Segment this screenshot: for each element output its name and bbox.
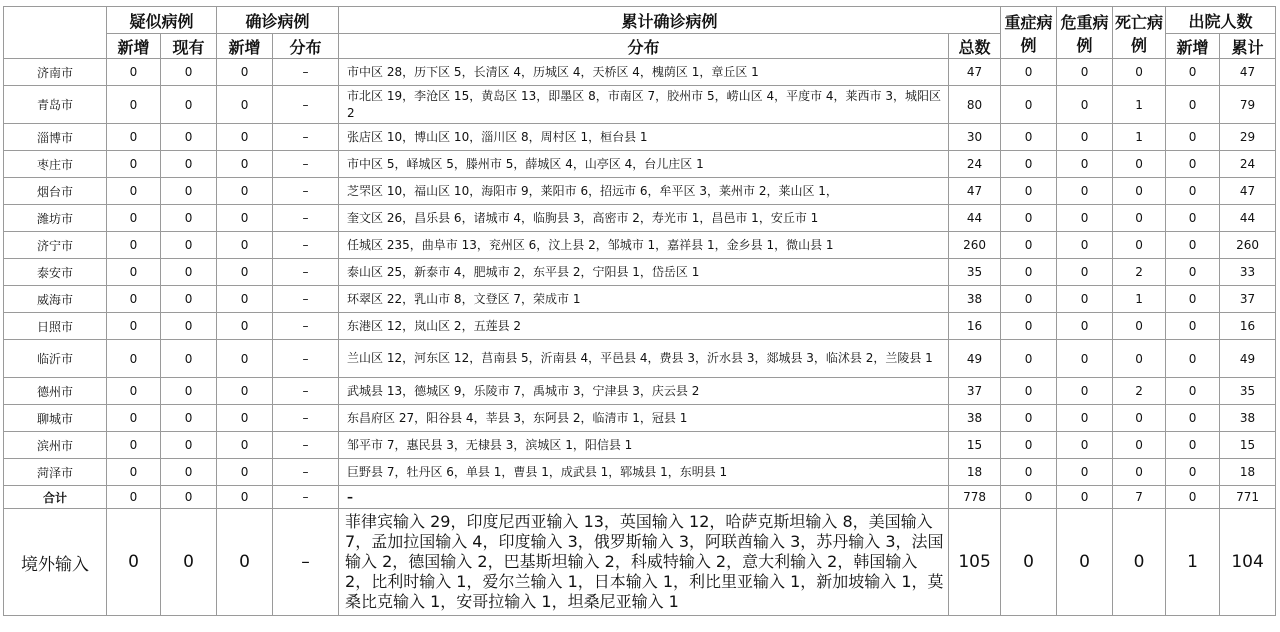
critical-cell: 0 bbox=[1057, 509, 1113, 616]
confirmed-new-cell: 0 bbox=[217, 459, 273, 486]
table-row bbox=[4, 259, 1276, 286]
cumulative-distribution-cell: 奎文区 26，昌乐县 6，诸城市 4，临朐县 3，高密市 2，寿光市 1，昌邑市 1，安丘市 1 bbox=[339, 205, 949, 232]
cumulative-distribution-cell: – bbox=[339, 486, 949, 509]
cumulative-total-cell: 24 bbox=[949, 151, 1001, 178]
cumulative-distribution-cell: 东昌府区 27，阳谷县 4，莘县 3，东阿县 2，临清市 1，冠县 1 bbox=[339, 405, 949, 432]
severe-cell: 0 bbox=[1001, 232, 1057, 259]
header-discharged: 出院人数 bbox=[1166, 7, 1276, 34]
region-cell: 滨州市 bbox=[4, 432, 107, 459]
severe-cell: 0 bbox=[1001, 59, 1057, 86]
suspected-new-cell: 0 bbox=[107, 486, 161, 509]
discharged-new-cell: 0 bbox=[1166, 232, 1220, 259]
critical-cell: 0 bbox=[1057, 459, 1113, 486]
suspected-existing-cell: 0 bbox=[161, 178, 217, 205]
discharged-total-cell: 33 bbox=[1220, 259, 1276, 286]
region-cell: 潍坊市 bbox=[4, 205, 107, 232]
header-suspected-new: 新增 bbox=[107, 34, 161, 59]
severe-cell: 0 bbox=[1001, 405, 1057, 432]
discharged-total-cell: 24 bbox=[1220, 151, 1276, 178]
header-severe: 重症病例 bbox=[1001, 7, 1057, 59]
confirmed-new-cell: 0 bbox=[217, 509, 273, 616]
abroad-row bbox=[4, 509, 1276, 616]
discharged-new-cell: 0 bbox=[1166, 178, 1220, 205]
region-cell: 聊城市 bbox=[4, 405, 107, 432]
cumulative-distribution-cell: 泰山区 25，新泰市 4，肥城市 2，东平县 2，宁阳县 1，岱岳区 1 bbox=[339, 259, 949, 286]
confirmed-distribution-cell: – bbox=[273, 432, 339, 459]
table-row bbox=[4, 286, 1276, 313]
cumulative-distribution-cell: 任城区 235，曲阜市 13，兖州区 6，汶上县 2，邹城市 1，嘉祥县 1，金乡县 1，微山县 1 bbox=[339, 232, 949, 259]
discharged-total-cell: 29 bbox=[1220, 124, 1276, 151]
cumulative-distribution-cell: 市北区 19，李沧区 15，黄岛区 13，即墨区 8，市南区 7，胶州市 5，崂山区 4，平度市 4，莱西市 3，城阳区 2 bbox=[339, 86, 949, 124]
suspected-existing-cell: 0 bbox=[161, 59, 217, 86]
cumulative-total-cell: 49 bbox=[949, 340, 1001, 378]
table-row bbox=[4, 432, 1276, 459]
confirmed-distribution-cell: – bbox=[273, 286, 339, 313]
confirmed-distribution-cell: – bbox=[273, 405, 339, 432]
cumulative-total-cell: 30 bbox=[949, 124, 1001, 151]
region-cell: 临沂市 bbox=[4, 340, 107, 378]
suspected-new-cell: 0 bbox=[107, 405, 161, 432]
cumulative-total-cell: 80 bbox=[949, 86, 1001, 124]
death-cell: 0 bbox=[1113, 178, 1166, 205]
death-cell: 7 bbox=[1113, 486, 1166, 509]
suspected-new-cell: 0 bbox=[107, 259, 161, 286]
confirmed-distribution-cell: – bbox=[273, 459, 339, 486]
severe-cell: 0 bbox=[1001, 86, 1057, 124]
confirmed-new-cell: 0 bbox=[217, 59, 273, 86]
confirmed-distribution-cell: – bbox=[273, 313, 339, 340]
discharged-total-cell: 49 bbox=[1220, 340, 1276, 378]
death-cell: 0 bbox=[1113, 432, 1166, 459]
discharged-new-cell: 0 bbox=[1166, 432, 1220, 459]
cumulative-distribution-cell: 巨野县 7，牡丹区 6，单县 1，曹县 1，成武县 1，郓城县 1，东明县 1 bbox=[339, 459, 949, 486]
confirmed-new-cell: 0 bbox=[217, 124, 273, 151]
cumulative-total-cell: 47 bbox=[949, 59, 1001, 86]
discharged-total-cell: 79 bbox=[1220, 86, 1276, 124]
cumulative-distribution-cell: 菲律宾输入 29，印度尼西亚输入 13，英国输入 12，哈萨克斯坦输入 8，美国输入 7，孟加拉国输入 4，印度输入 3，俄罗斯输入 3，阿联酋输入 3，苏丹输入 3，法国输入 2，德国输入 2，巴基斯坦输入 2，科威特输入 2，意大利输入 2，韩国输入 2，比利时输入 1，爱尔兰输入 1，日本输入 1，利比里亚输入 1，新加坡输入 1，莫桑比克输入 1，安哥拉输入 1，坦桑尼亚输入 1 bbox=[339, 509, 949, 616]
severe-cell: 0 bbox=[1001, 205, 1057, 232]
cumulative-distribution-cell: 市中区 5，峄城区 5，滕州市 5，薛城区 4，山亭区 4，台儿庄区 1 bbox=[339, 151, 949, 178]
cumulative-total-cell: 47 bbox=[949, 178, 1001, 205]
header-suspected: 疑似病例 bbox=[107, 7, 217, 34]
death-cell: 0 bbox=[1113, 405, 1166, 432]
total-row bbox=[4, 486, 1276, 509]
confirmed-distribution-cell: – bbox=[273, 378, 339, 405]
death-cell: 0 bbox=[1113, 232, 1166, 259]
suspected-existing-cell: 0 bbox=[161, 313, 217, 340]
confirmed-distribution-cell: – bbox=[273, 178, 339, 205]
critical-cell: 0 bbox=[1057, 232, 1113, 259]
suspected-existing-cell: 0 bbox=[161, 151, 217, 178]
region-cell: 威海市 bbox=[4, 286, 107, 313]
death-cell: 2 bbox=[1113, 378, 1166, 405]
critical-cell: 0 bbox=[1057, 178, 1113, 205]
discharged-new-cell: 0 bbox=[1166, 205, 1220, 232]
suspected-existing-cell: 0 bbox=[161, 432, 217, 459]
confirmed-new-cell: 0 bbox=[217, 486, 273, 509]
severe-cell: 0 bbox=[1001, 432, 1057, 459]
table-row bbox=[4, 378, 1276, 405]
suspected-existing-cell: 0 bbox=[161, 459, 217, 486]
table-row bbox=[4, 124, 1276, 151]
discharged-total-cell: 35 bbox=[1220, 378, 1276, 405]
cumulative-total-cell: 260 bbox=[949, 232, 1001, 259]
table-row bbox=[4, 151, 1276, 178]
suspected-existing-cell: 0 bbox=[161, 86, 217, 124]
suspected-existing-cell: 0 bbox=[161, 259, 217, 286]
confirmed-distribution-cell: – bbox=[273, 232, 339, 259]
critical-cell: 0 bbox=[1057, 432, 1113, 459]
critical-cell: 0 bbox=[1057, 340, 1113, 378]
confirmed-new-cell: 0 bbox=[217, 178, 273, 205]
region-cell: 境外输入 bbox=[4, 509, 107, 616]
cumulative-total-cell: 778 bbox=[949, 486, 1001, 509]
death-cell: 1 bbox=[1113, 124, 1166, 151]
death-cell: 0 bbox=[1113, 509, 1166, 616]
suspected-new-cell: 0 bbox=[107, 86, 161, 124]
death-cell: 2 bbox=[1113, 259, 1166, 286]
region-cell: 青岛市 bbox=[4, 86, 107, 124]
suspected-new-cell: 0 bbox=[107, 178, 161, 205]
header-cumulative: 累计确诊病例 bbox=[339, 7, 1001, 34]
critical-cell: 0 bbox=[1057, 286, 1113, 313]
cumulative-distribution-cell: 武城县 13，德城区 9，乐陵市 7，禹城市 3，宁津县 3，庆云县 2 bbox=[339, 378, 949, 405]
cumulative-distribution-cell: 环翠区 22，乳山市 8，文登区 7，荣成市 1 bbox=[339, 286, 949, 313]
table-row bbox=[4, 313, 1276, 340]
cumulative-distribution-cell: 市中区 28，历下区 5，长清区 4，历城区 4，天桥区 4，槐荫区 1，章丘区 1 bbox=[339, 59, 949, 86]
cumulative-total-cell: 35 bbox=[949, 259, 1001, 286]
header-region bbox=[4, 7, 107, 59]
region-cell: 烟台市 bbox=[4, 178, 107, 205]
critical-cell: 0 bbox=[1057, 59, 1113, 86]
severe-cell: 0 bbox=[1001, 313, 1057, 340]
discharged-new-cell: 0 bbox=[1166, 286, 1220, 313]
severe-cell: 0 bbox=[1001, 340, 1057, 378]
death-cell: 0 bbox=[1113, 340, 1166, 378]
severe-cell: 0 bbox=[1001, 459, 1057, 486]
confirmed-new-cell: 0 bbox=[217, 405, 273, 432]
region-cell: 德州市 bbox=[4, 378, 107, 405]
death-cell: 1 bbox=[1113, 286, 1166, 313]
header-row-1 bbox=[4, 7, 1276, 34]
suspected-new-cell: 0 bbox=[107, 432, 161, 459]
confirmed-new-cell: 0 bbox=[217, 432, 273, 459]
cumulative-total-cell: 44 bbox=[949, 205, 1001, 232]
severe-cell: 0 bbox=[1001, 509, 1057, 616]
discharged-total-cell: 18 bbox=[1220, 459, 1276, 486]
region-cell: 淄博市 bbox=[4, 124, 107, 151]
table-row bbox=[4, 405, 1276, 432]
suspected-existing-cell: 0 bbox=[161, 405, 217, 432]
suspected-existing-cell: 0 bbox=[161, 486, 217, 509]
region-cell: 济南市 bbox=[4, 59, 107, 86]
cumulative-distribution-cell: 芝罘区 10，福山区 10，海阳市 9，莱阳市 6，招远市 6，牟平区 3，莱州市 2，莱山区 1， bbox=[339, 178, 949, 205]
confirmed-new-cell: 0 bbox=[217, 378, 273, 405]
table-row bbox=[4, 459, 1276, 486]
header-suspected-existing: 现有 bbox=[161, 34, 217, 59]
death-cell: 0 bbox=[1113, 313, 1166, 340]
discharged-new-cell: 0 bbox=[1166, 124, 1220, 151]
suspected-existing-cell: 0 bbox=[161, 232, 217, 259]
header-death: 死亡病例 bbox=[1113, 7, 1166, 59]
death-cell: 0 bbox=[1113, 205, 1166, 232]
confirmed-distribution-cell: – bbox=[273, 259, 339, 286]
discharged-new-cell: 0 bbox=[1166, 59, 1220, 86]
discharged-total-cell: 16 bbox=[1220, 313, 1276, 340]
discharged-total-cell: 47 bbox=[1220, 178, 1276, 205]
table-row bbox=[4, 178, 1276, 205]
suspected-new-cell: 0 bbox=[107, 151, 161, 178]
header-confirmed-new: 新增 bbox=[217, 34, 273, 59]
header-discharged-total: 累计 bbox=[1220, 34, 1276, 59]
header-confirmed-distribution: 分布 bbox=[273, 34, 339, 59]
confirmed-new-cell: 0 bbox=[217, 313, 273, 340]
suspected-new-cell: 0 bbox=[107, 509, 161, 616]
cumulative-distribution-cell: 张店区 10，博山区 10，淄川区 8，周村区 1，桓台县 1 bbox=[339, 124, 949, 151]
cumulative-total-cell: 37 bbox=[949, 378, 1001, 405]
cumulative-total-cell: 105 bbox=[949, 509, 1001, 616]
suspected-existing-cell: 0 bbox=[161, 286, 217, 313]
confirmed-distribution-cell: – bbox=[273, 509, 339, 616]
region-cell: 合计 bbox=[4, 486, 107, 509]
cumulative-total-cell: 38 bbox=[949, 286, 1001, 313]
critical-cell: 0 bbox=[1057, 205, 1113, 232]
confirmed-new-cell: 0 bbox=[217, 86, 273, 124]
severe-cell: 0 bbox=[1001, 486, 1057, 509]
discharged-new-cell: 0 bbox=[1166, 259, 1220, 286]
cumulative-total-cell: 15 bbox=[949, 432, 1001, 459]
severe-cell: 0 bbox=[1001, 124, 1057, 151]
cumulative-total-cell: 38 bbox=[949, 405, 1001, 432]
discharged-total-cell: 44 bbox=[1220, 205, 1276, 232]
confirmed-distribution-cell: – bbox=[273, 151, 339, 178]
suspected-new-cell: 0 bbox=[107, 232, 161, 259]
suspected-existing-cell: 0 bbox=[161, 205, 217, 232]
death-cell: 0 bbox=[1113, 459, 1166, 486]
header-cumulative-distribution: 分布 bbox=[339, 34, 949, 59]
confirmed-distribution-cell: – bbox=[273, 486, 339, 509]
table-row bbox=[4, 59, 1276, 86]
suspected-new-cell: 0 bbox=[107, 205, 161, 232]
discharged-total-cell: 47 bbox=[1220, 59, 1276, 86]
confirmed-distribution-cell: – bbox=[273, 340, 339, 378]
death-cell: 0 bbox=[1113, 151, 1166, 178]
critical-cell: 0 bbox=[1057, 86, 1113, 124]
discharged-total-cell: 260 bbox=[1220, 232, 1276, 259]
table-body bbox=[4, 59, 1276, 616]
critical-cell: 0 bbox=[1057, 259, 1113, 286]
cumulative-total-cell: 16 bbox=[949, 313, 1001, 340]
case-table bbox=[3, 6, 1276, 616]
confirmed-new-cell: 0 bbox=[217, 340, 273, 378]
header-critical: 危重病例 bbox=[1057, 7, 1113, 59]
discharged-new-cell: 1 bbox=[1166, 509, 1220, 616]
severe-cell: 0 bbox=[1001, 378, 1057, 405]
confirmed-new-cell: 0 bbox=[217, 259, 273, 286]
suspected-new-cell: 0 bbox=[107, 59, 161, 86]
confirmed-distribution-cell: – bbox=[273, 205, 339, 232]
critical-cell: 0 bbox=[1057, 124, 1113, 151]
severe-cell: 0 bbox=[1001, 151, 1057, 178]
header-discharged-new: 新增 bbox=[1166, 34, 1220, 59]
confirmed-new-cell: 0 bbox=[217, 205, 273, 232]
death-cell: 1 bbox=[1113, 86, 1166, 124]
discharged-total-cell: 15 bbox=[1220, 432, 1276, 459]
cumulative-distribution-cell: 邹平市 7，惠民县 3，无棣县 3，滨城区 1，阳信县 1 bbox=[339, 432, 949, 459]
table-row bbox=[4, 232, 1276, 259]
discharged-new-cell: 0 bbox=[1166, 313, 1220, 340]
table-row bbox=[4, 205, 1276, 232]
suspected-new-cell: 0 bbox=[107, 378, 161, 405]
suspected-new-cell: 0 bbox=[107, 124, 161, 151]
critical-cell: 0 bbox=[1057, 486, 1113, 509]
suspected-new-cell: 0 bbox=[107, 286, 161, 313]
confirmed-new-cell: 0 bbox=[217, 286, 273, 313]
severe-cell: 0 bbox=[1001, 286, 1057, 313]
critical-cell: 0 bbox=[1057, 151, 1113, 178]
suspected-existing-cell: 0 bbox=[161, 378, 217, 405]
region-cell: 泰安市 bbox=[4, 259, 107, 286]
table-row bbox=[4, 340, 1276, 378]
confirmed-distribution-cell: – bbox=[273, 59, 339, 86]
critical-cell: 0 bbox=[1057, 313, 1113, 340]
region-cell: 枣庄市 bbox=[4, 151, 107, 178]
table-row bbox=[4, 86, 1276, 124]
confirmed-distribution-cell: – bbox=[273, 124, 339, 151]
critical-cell: 0 bbox=[1057, 405, 1113, 432]
discharged-total-cell: 104 bbox=[1220, 509, 1276, 616]
discharged-total-cell: 771 bbox=[1220, 486, 1276, 509]
discharged-new-cell: 0 bbox=[1166, 405, 1220, 432]
header-cumulative-total: 总数 bbox=[949, 34, 1001, 59]
region-cell: 济宁市 bbox=[4, 232, 107, 259]
suspected-new-cell: 0 bbox=[107, 313, 161, 340]
discharged-new-cell: 0 bbox=[1166, 378, 1220, 405]
confirmed-distribution-cell: – bbox=[273, 86, 339, 124]
suspected-existing-cell: 0 bbox=[161, 340, 217, 378]
cumulative-distribution-cell: 兰山区 12，河东区 12，莒南县 5，沂南县 4，平邑县 4，费县 3，沂水县 3，郯城县 3，临沭县 2，兰陵县 1 bbox=[339, 340, 949, 378]
discharged-total-cell: 38 bbox=[1220, 405, 1276, 432]
discharged-new-cell: 0 bbox=[1166, 86, 1220, 124]
suspected-existing-cell: 0 bbox=[161, 509, 217, 616]
cumulative-distribution-cell: 东港区 12，岚山区 2，五莲县 2 bbox=[339, 313, 949, 340]
severe-cell: 0 bbox=[1001, 259, 1057, 286]
death-cell: 0 bbox=[1113, 59, 1166, 86]
cumulative-total-cell: 18 bbox=[949, 459, 1001, 486]
suspected-new-cell: 0 bbox=[107, 459, 161, 486]
critical-cell: 0 bbox=[1057, 378, 1113, 405]
region-cell: 菏泽市 bbox=[4, 459, 107, 486]
confirmed-new-cell: 0 bbox=[217, 232, 273, 259]
discharged-new-cell: 0 bbox=[1166, 151, 1220, 178]
discharged-total-cell: 37 bbox=[1220, 286, 1276, 313]
severe-cell: 0 bbox=[1001, 178, 1057, 205]
header-confirmed: 确诊病例 bbox=[217, 7, 339, 34]
discharged-new-cell: 0 bbox=[1166, 459, 1220, 486]
discharged-new-cell: 0 bbox=[1166, 340, 1220, 378]
suspected-new-cell: 0 bbox=[107, 340, 161, 378]
confirmed-new-cell: 0 bbox=[217, 151, 273, 178]
region-cell: 日照市 bbox=[4, 313, 107, 340]
discharged-new-cell: 0 bbox=[1166, 486, 1220, 509]
suspected-existing-cell: 0 bbox=[161, 124, 217, 151]
